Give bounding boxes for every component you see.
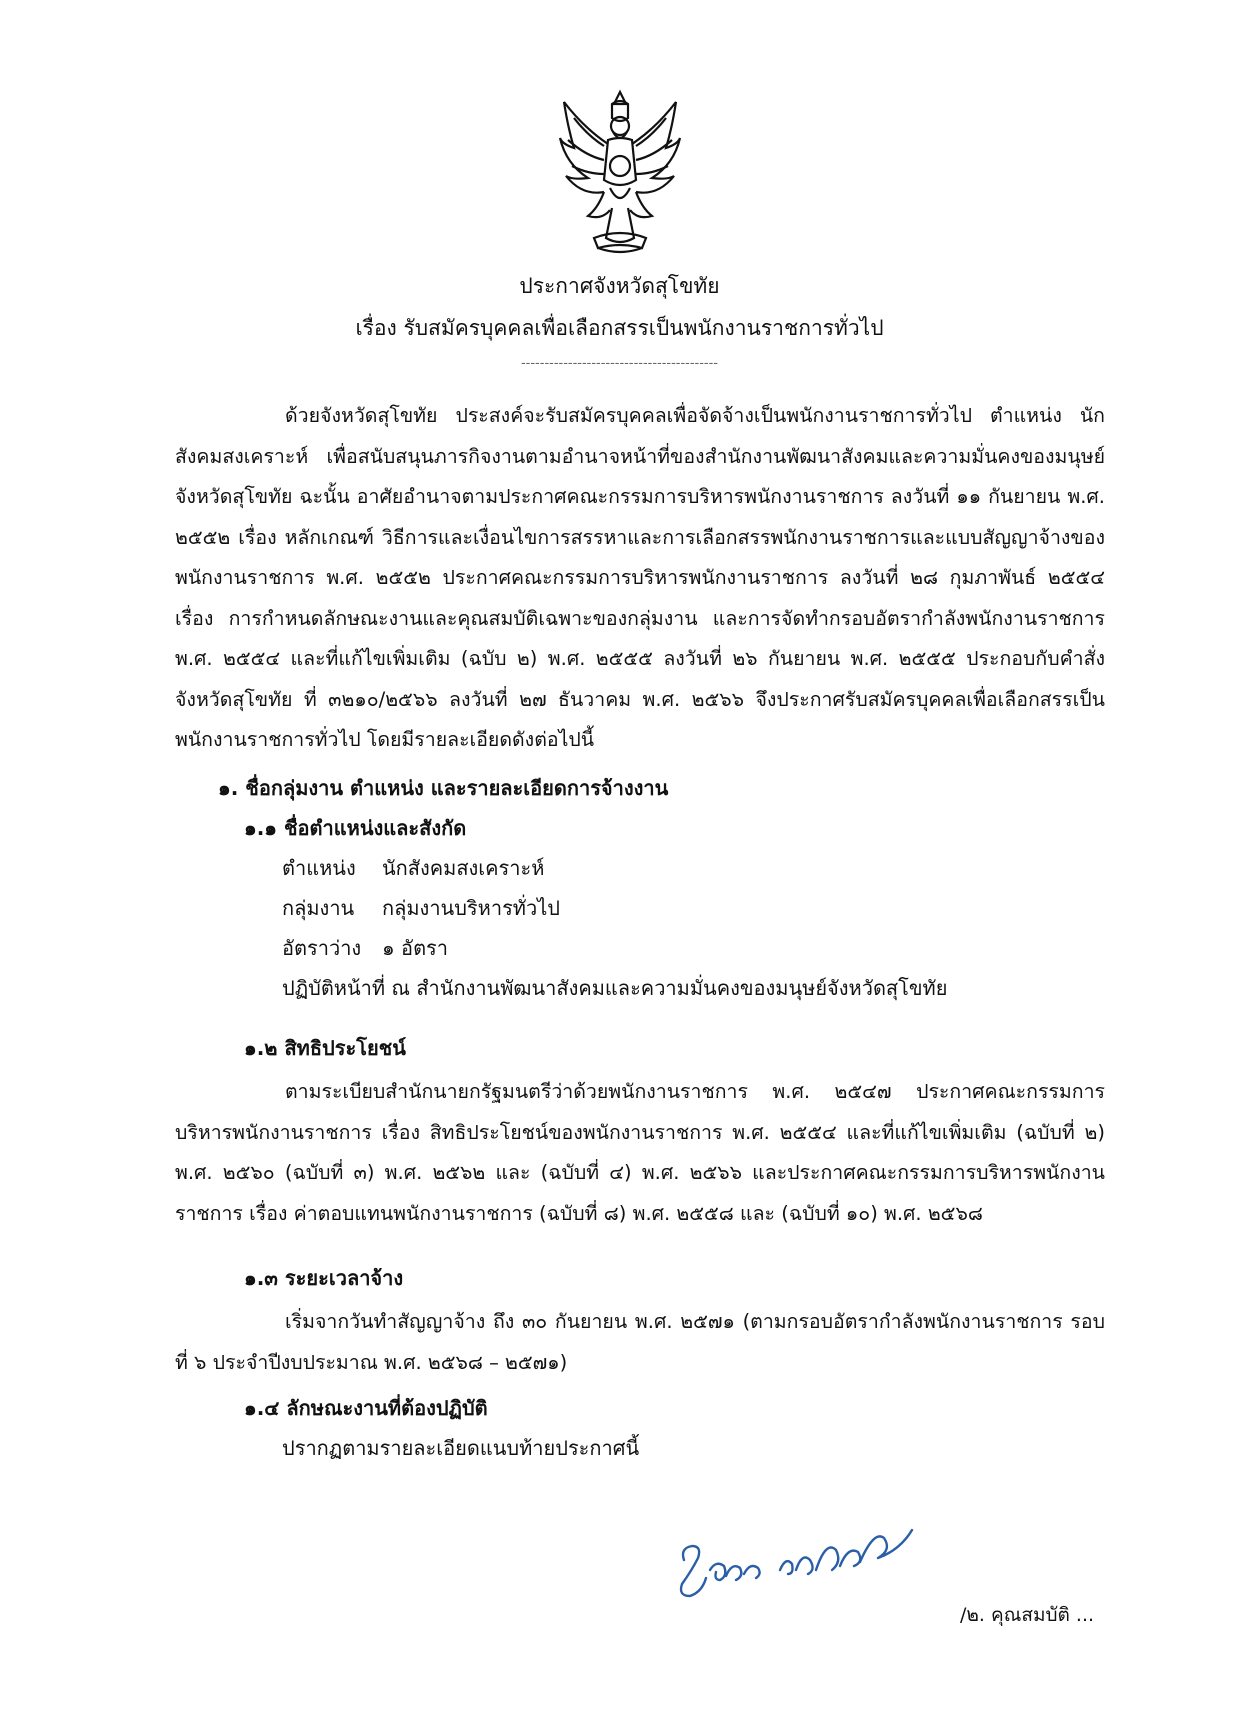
section-1-3-heading: ๑.๓ ระยะเวลาจ้าง: [244, 1266, 404, 1290]
garuda-emblem-icon: [558, 88, 682, 260]
intro-text: ด้วยจังหวัดสุโขทัย ประสงค์จะรับสมัครบุคคลเพื่อจัดจ้างเป็นพนักงานราชการทั่วไป ตำแหน่ง นักสังคมสงเคราะห์ เพื่อสนับสนุนภารกิจงานตามอำนาจหน้าที่ของสำนักงานพัฒนาสังคมและความมั่นคงของมนุษย์จังหวัดสุโขทัย ฉะนั้น อาศัยอำนาจตามประกาศคณะกรรมการบริหารพนักงานราชการ ลงวันที่ ๑๑ กันยายน พ.ศ. ๒๕๕๒ เรื่อง หลักเกณฑ์ วิธีการและเงื่อนไขการสรรหาและการเลือกสรรพนักงานราชการและแบบสัญญาจ้างของพนักงานราชการ พ.ศ. ๒๕๕๒ ประกาศคณะกรรมการบริหารพนักงานราชการ ลงวันที่ ๒๘ กุมภาพันธ์ ๒๕๕๔ เรื่อง การกำหนดลักษณะงานและคุณสมบัติเฉพาะของกลุ่มงาน และการจัดทำกรอบอัตรากำลังพนักงานราชการ พ.ศ. ๒๕๕๔ และที่แก้ไขเพิ่มเติม (ฉบับ ๒) พ.ศ. ๒๕๕๕ ลงวันที่ ๒๖ กันยายน พ.ศ. ๒๕๕๕ ประกอบกับคำสั่งจังหวัดสุโขทัย ที่ ๓๒๑๐/๒๕๖๖ ลงวันที่ ๒๗ ธันวาคม พ.ศ. ๒๕๖๖ จึงประกาศรับสมัครบุคคลเพื่อเลือกสรรเป็นพนักงานราชการทั่วไป โดยมีรายละเอียดดังต่อไปนี้: [175, 404, 1105, 751]
benefits-paragraph: [175, 1072, 1105, 1234]
workplace-row: ปฏิบัติหน้าที่ ณ สำนักงานพัฒนาสังคมและความมั่นคงของมนุษย์จังหวัดสุโขทัย: [282, 976, 948, 1000]
position-value: นักสังคมสงเคราะห์: [382, 856, 545, 880]
section-1-heading: ๑. ชื่อกลุ่มงาน ตำแหน่ง และรายละเอียดการจ้างงาน: [218, 776, 669, 800]
group-row: [282, 892, 560, 924]
header-divider: ------------------------------------------: [520, 356, 719, 371]
vacancy-value: ๑ อัตรา: [382, 936, 449, 960]
group-label: กลุ่มงาน: [282, 896, 355, 920]
position-label: ตำแหน่ง: [282, 856, 356, 880]
intro-paragraph: [175, 396, 1105, 761]
group-value: กลุ่มงานบริหารทั่วไป: [382, 896, 560, 920]
section-1-1-heading: ๑.๑ ชื่อตำแหน่งและสังกัด: [244, 816, 467, 840]
section-1-2-heading: ๑.๒ สิทธิประโยชน์: [244, 1036, 406, 1060]
announcement-title: ประกาศจังหวัดสุโขทัย: [519, 274, 720, 298]
duration-paragraph: [175, 1302, 1105, 1383]
vacancy-row: [282, 932, 448, 964]
announcement-subject: เรื่อง รับสมัครบุคคลเพื่อเลือกสรรเป็นพนักงานราชการทั่วไป: [355, 316, 884, 340]
next-page-reference: /๒. คุณสมบัติ ...: [960, 1604, 1095, 1626]
duration-text: เริ่มจากวันทำสัญญาจ้าง ถึง ๓๐ กันยายน พ.ศ. ๒๕๗๑ (ตามกรอบอัตรากำลังพนักงานราชการ รอบที่ ๖ ประจำปีงบประมาณ พ.ศ. ๒๕๖๘ – ๒๕๗๑): [175, 1310, 1105, 1374]
benefits-text: ตามระเบียบสำนักนายกรัฐมนตรีว่าด้วยพนักงานราชการ พ.ศ. ๒๕๔๗ ประกาศคณะกรรมการบริหารพนักงานราชการ เรื่อง สิทธิประโยชน์ของพนักงานราชการ พ.ศ. ๒๕๕๔ และที่แก้ไขเพิ่มเติม (ฉบับที่ ๒) พ.ศ. ๒๕๖๐ (ฉบับที่ ๓) พ.ศ. ๒๕๖๒ และ (ฉบับที่ ๔) พ.ศ. ๒๕๖๖ และประกาศคณะกรรมการบริหารพนักงานราชการ เรื่อง ค่าตอบแทนพนักงานราชการ (ฉบับที่ ๘) พ.ศ. ๒๕๕๘ และ (ฉบับที่ ๑๐) พ.ศ. ๒๕๖๘: [175, 1080, 1105, 1225]
job-description-text: ปรากฏตามรายละเอียดแนบท้ายประกาศนี้: [282, 1436, 640, 1460]
section-1-4-heading: ๑.๔ ลักษณะงานที่ต้องปฏิบัติ: [244, 1396, 488, 1420]
position-row: [282, 852, 544, 884]
handwritten-signature-icon: [670, 1500, 930, 1610]
vacancy-label: อัตราว่าง: [282, 936, 362, 960]
